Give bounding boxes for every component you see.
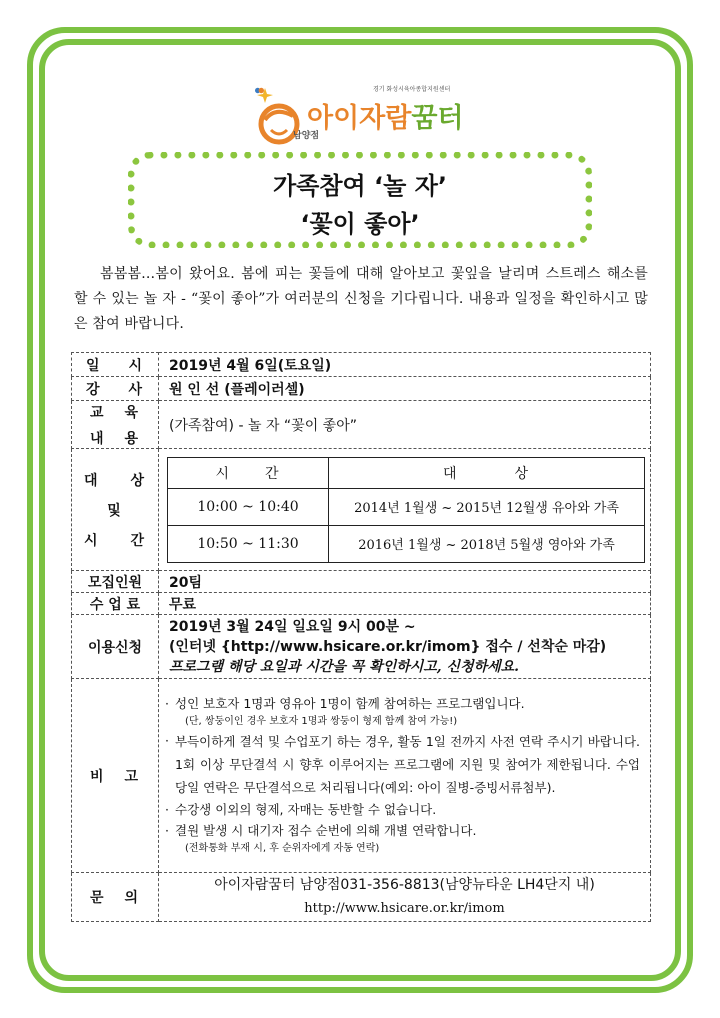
apply-note: 프로그램 해당 요일과 시간을 꼭 확인하시고, 신청하세요.: [169, 658, 520, 675]
list-item: · 성인 보호자 1명과 영유아 1명이 함께 참여하는 프로그램입니다.: [165, 695, 525, 711]
title-line-1: 가족참여 ‘놀 자’: [272, 172, 448, 200]
schedule-row: 10:50 ~ 11:30 2016년 1월생 ~ 2018년 5월생 영아와 가족: [168, 525, 645, 562]
logo-branch: 남양점: [293, 131, 320, 141]
row-inquiry: 문 의 아이자람꿈터 남양점031-356-8813(남양뉴타운 LH4단지 내) http://www.hsicare.or.kr/imom: [72, 873, 651, 922]
schedule-table: [167, 457, 645, 563]
contact-phone: 아이자람꿈터 남양점031-356-8813(남양뉴타운 LH4단지 내): [214, 877, 595, 893]
info-table: [71, 352, 651, 922]
org-mark-icon: [255, 86, 264, 95]
row-instructor: 강 사 원 인 선 (플레이러셀): [72, 377, 651, 401]
row-remarks: 비 고 · 성인 보호자 1명과 영유아 1명이 함께 참여하는 프로그램입니다. (단, 쌍둥이인 경우 보호자 1명과 쌍둥이 형제 함께 참여 가능!) · 부득이하게 결석 및 수업포기 하는 경우, 활동 1일 전까지 사전 연락 주시기 바랍니다. 1회 이상 무단결석 시 향후 이루어지는 프로그램에 지원 및 참여가 제한됩니다. 수업 당일 연락은 무단결석으로 처리됩니다(예외: 아이 질병-증빙서류첨부). · 수강생 이외의 형제, 자매는 동반할 수 없습니다. · 결원 발생 시 대기자 접수 순번에 의해 개별 연락합니다. (전화통화 부재 시, 후 순위자에게 자동 연락): [72, 679, 651, 873]
row-capacity: 모집인원 20팀: [72, 571, 651, 593]
col-header-target: 대 상: [329, 457, 645, 488]
contact-url[interactable]: http://www.hsicare.or.kr/imom: [304, 901, 505, 916]
col-header-time: 시 간: [168, 457, 329, 488]
list-item-sub: (전화통화 부재 시, 후 순위자에게 자동 연락): [185, 842, 380, 854]
capacity-value: 20팀: [159, 571, 651, 593]
row-apply: 이용신청 2019년 3월 24일 일요일 9시 00분 ~ (인터넷 {http://www.hsicare.or.kr/imom} 접수 / 선착순 마감) 프로그램 해당 요일과 시간을 꼭 확인하시고, 신청하세요.: [72, 615, 651, 679]
date-value: 2019년 4월 6일(토요일): [159, 353, 651, 377]
list-item-sub: (단, 쌍둥이인 경우 보호자 1명과 쌍둥이 형제 함께 참여 가능!): [185, 715, 458, 727]
logo: [255, 86, 475, 150]
instructor-value: 원 인 선 (플레이러셀): [159, 377, 651, 401]
logo-org-name: 경기 화성시육아종합지원센터: [373, 86, 451, 93]
list-item: · 부득이하게 결석 및 수업포기 하는 경우, 활동 1일 전까지 사전 연락 주시기 바랍니다. 1회 이상 무단결석 시 향후 이루어지는 프로그램에 지원 및 참여가 제한됩니다. 수업 당일 연락은 무단결석으로 처리됩니다(예외: 아이 질병-증빙서류첨부).: [165, 732, 640, 795]
title-line-2: ‘꽃이 좋아’: [300, 210, 420, 238]
row-date: 일 시 2019년 4월 6일(토요일): [72, 353, 651, 377]
logo-text: 아이자람꿈터: [307, 103, 464, 134]
schedule-row: 10:00 ~ 10:40 2014년 1월생 ~ 2015년 12월생 유아와 가족: [168, 488, 645, 525]
fee-value: 무료: [159, 593, 651, 615]
row-target: 대 상 및 시 간 시 간 대 상 10:00 ~ 10:40 2014년 1월생 ~ 2015년 12월생 유아와 가족 10:50 ~ 11:30 2016년 1월생 ~ 2018년 5월생 영아와 가족: [72, 449, 651, 571]
row-fee: 수 업 료 무료: [72, 593, 651, 615]
list-item: · 수강생 이외의 형제, 자매는 동반할 수 없습니다.: [165, 801, 437, 817]
content-value: (가족참여) - 놀 자 “꽃이 좋아”: [159, 401, 651, 449]
intro-paragraph: 봄봄봄…봄이 왔어요. 봄에 피는 꽃들에 대해 알아보고 꽃잎을 날리며 스트레스 해소를 할 수 있는 놀 자 - “꽃이 좋아”가 여러분의 신청을 기다립니다. 내용과 일정을 확인하시고 많은 참여 바랍니다.: [74, 266, 648, 332]
row-content: 교 육 내 용 (가족참여) - 놀 자 “꽃이 좋아”: [72, 401, 651, 449]
list-item: · 결원 발생 시 대기자 접수 순번에 의해 개별 연락합니다.: [165, 822, 477, 838]
apply-period: 2019년 3월 24일 일요일 9시 00분 ~: [169, 618, 416, 635]
apply-method: (인터넷 {http://www.hsicare.or.kr/imom} 접수 / 선착순 마감): [169, 638, 607, 655]
remarks-list: [165, 693, 640, 857]
